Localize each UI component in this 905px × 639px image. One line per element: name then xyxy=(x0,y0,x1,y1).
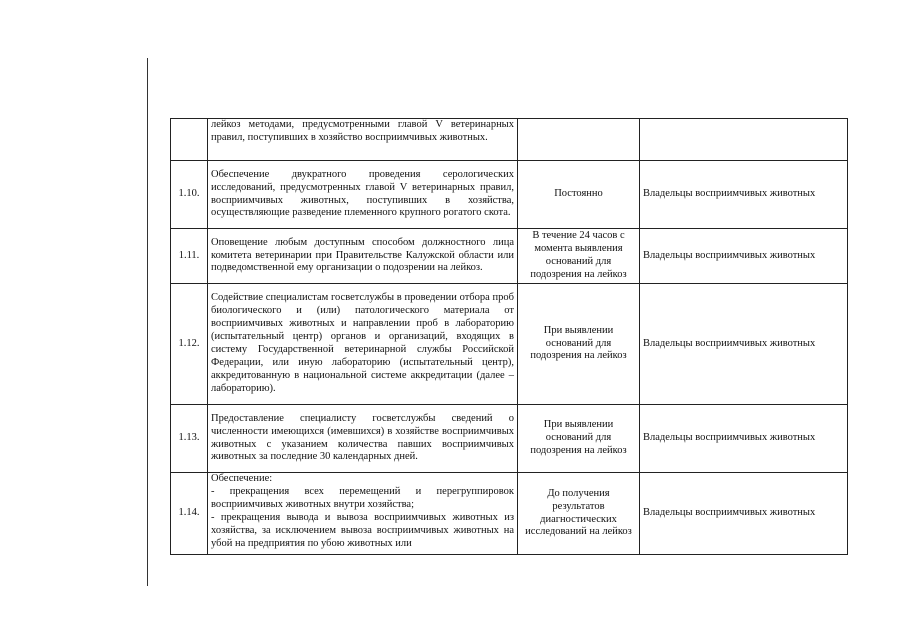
table-row xyxy=(171,229,848,284)
row-number: 1.11. xyxy=(171,229,208,284)
term-text: При выявлении оснований для подозрения на лейкоз xyxy=(518,284,640,405)
table-row xyxy=(171,284,848,405)
table-row xyxy=(171,405,848,473)
responsible-text: Владельцы восприимчивых животных xyxy=(640,473,848,555)
table-row xyxy=(171,473,848,555)
responsible-text: Владельцы восприимчивых животных xyxy=(640,161,848,229)
table-row xyxy=(171,161,848,229)
action-text: Предоставление специалисту госветслужбы сведений о численности имеющихся (имевшихся) в хозяйстве восприимчивых животных с указанием количества павших восприимчивых животных за последние 30 календарных дней. xyxy=(208,405,518,473)
term-text: До получения результатов диагностических исследований на лейкоз xyxy=(518,473,640,555)
responsible-text xyxy=(640,119,848,161)
action-text-content: лейкоз методами, предусмотренными главой V ветеринарных правил, поступивших в хозяйство восприимчивых животных. xyxy=(211,119,514,143)
action-text xyxy=(208,119,518,161)
responsible-text: Владельцы восприимчивых животных xyxy=(640,405,848,473)
row-number: 1.13. xyxy=(171,405,208,473)
action-line: - прекращения всех перемещений и перегруппировок восприимчивых животных внутри хозяйства; xyxy=(211,485,514,510)
action-text: Оповещение любым доступным способом должностного лица комитета ветеринарии при Правительстве Калужской области или подведомственной ему организации о подозрении на лейкоз. xyxy=(208,229,518,284)
action-text xyxy=(208,473,518,555)
term-text: Постоянно xyxy=(518,161,640,229)
row-number: 1.14. xyxy=(171,473,208,555)
row-number xyxy=(171,119,208,161)
measures-table xyxy=(170,118,848,555)
term-text: В течение 24 часов с момента выявления оснований для подозрения на лейкоз xyxy=(518,229,640,284)
term-text xyxy=(518,119,640,161)
responsible-text: Владельцы восприимчивых животных xyxy=(640,229,848,284)
action-line: - прекращения вывода и вывоза восприимчивых животных из хозяйства, за исключением вывоза восприимчивых животных на убой на предприятия по убою животных или xyxy=(211,511,514,549)
left-margin-line xyxy=(147,58,148,586)
term-text: При выявлении оснований для подозрения на лейкоз xyxy=(518,405,640,473)
row-number: 1.10. xyxy=(171,161,208,229)
table-row xyxy=(171,119,848,161)
action-text: Обеспечение двукратного проведения серологических исследований, предусмотренных главой V ветеринарных правил, восприимчивых животных, поступивших в хозяйства, осуществляющие разведение племенного крупного рогатого скота. xyxy=(208,161,518,229)
action-line: Обеспечение: xyxy=(211,473,273,484)
responsible-text: Владельцы восприимчивых животных xyxy=(640,284,848,405)
row-number: 1.12. xyxy=(171,284,208,405)
action-text: Содействие специалистам госветслужбы в проведении отбора проб биологического и (или) патологического материала от восприимчивых животных и направлении проб в лабораторию (испытательный центр) органов и организаций, входящих в систему Государственной ветеринарной службы Российской Федерации, или иную лабораторию (испытательный центр), аккредитованную в национальной системе аккредитации (далее – лабораторию). xyxy=(208,284,518,405)
